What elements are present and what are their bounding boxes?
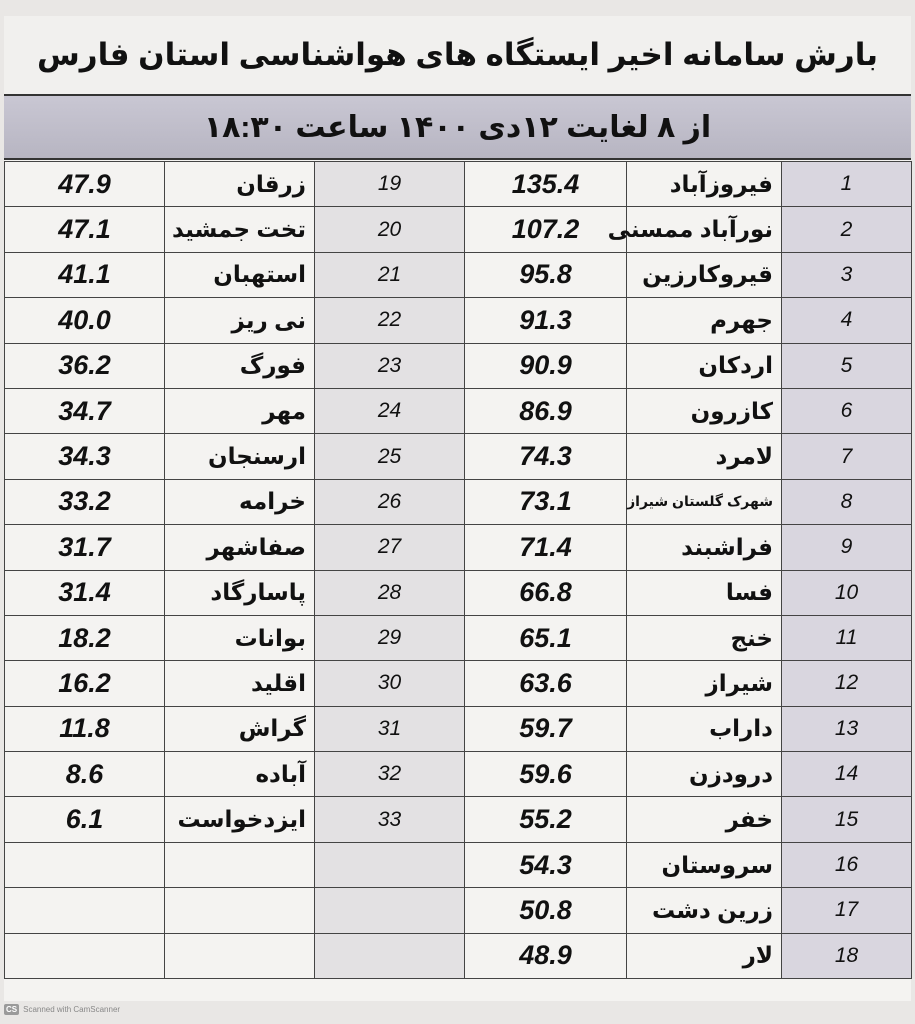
station-rainfall-value [5,933,165,978]
station-rank: 8 [782,479,912,524]
station-rank: 22 [315,298,465,343]
station-rainfall-value: 16.2 [5,661,165,706]
station-rainfall-value [5,842,165,887]
station-rank: 26 [315,479,465,524]
station-rank: 23 [315,343,465,388]
station-rainfall-value: 63.6 [465,661,627,706]
station-rainfall-value: 54.3 [465,842,627,887]
station-name: خرامه [165,479,315,524]
station-name: فیروزآباد [627,162,782,207]
station-rainfall-value: 11.8 [5,706,165,751]
station-name: کازرون [627,388,782,433]
station-rainfall-value: 31.7 [5,525,165,570]
station-rainfall-value: 135.4 [465,162,627,207]
station-name: استهبان [165,252,315,297]
rainfall-table [4,161,912,979]
station-rank [315,888,465,933]
station-name: پاسارگاد [165,570,315,615]
station-name: زرین دشت [627,888,782,933]
station-name: فورگ [165,343,315,388]
station-name: تخت جمشید [165,207,315,252]
station-name: فراشبند [627,525,782,570]
station-rainfall-value: 50.8 [465,888,627,933]
station-rainfall-value: 71.4 [465,525,627,570]
station-name: بوانات [165,615,315,660]
table-row [5,252,912,297]
table-row [5,434,912,479]
table-row [5,525,912,570]
station-rainfall-value: 31.4 [5,570,165,615]
station-rank: 27 [315,525,465,570]
station-name: ایزدخواست [165,797,315,842]
table-row [5,570,912,615]
station-name: مهر [165,388,315,433]
station-name: شهرک گلستان شیراز [627,479,782,524]
station-rank: 11 [782,615,912,660]
station-rainfall-value: 73.1 [465,479,627,524]
station-name: فسا [627,570,782,615]
station-rank: 14 [782,752,912,797]
station-rainfall-value: 59.7 [465,706,627,751]
station-rank: 32 [315,752,465,797]
station-rank: 19 [315,162,465,207]
station-name: خنج [627,615,782,660]
station-rank: 15 [782,797,912,842]
station-name [165,842,315,887]
table-row [5,162,912,207]
station-rank: 33 [315,797,465,842]
camscanner-logo: CS [6,1005,18,1014]
station-rank: 28 [315,570,465,615]
station-rank: 7 [782,434,912,479]
station-rainfall-value: 74.3 [465,434,627,479]
scanner-watermark [4,1004,120,1015]
rainfall-report-sheet [4,16,911,1001]
station-name: خفر [627,797,782,842]
station-rank [315,933,465,978]
table-row [5,842,912,887]
station-rank: 24 [315,388,465,433]
station-name: اقلید [165,661,315,706]
station-name: جهرم [627,298,782,343]
table-row [5,661,912,706]
station-rainfall-value: 65.1 [465,615,627,660]
station-rainfall-value: 41.1 [5,252,165,297]
station-name: آباده [165,752,315,797]
station-rank: 4 [782,298,912,343]
station-rainfall-value: 90.9 [465,343,627,388]
station-rank: 18 [782,933,912,978]
station-rainfall-value: 18.2 [5,615,165,660]
station-rank: 3 [782,252,912,297]
table-row [5,298,912,343]
table-row [5,797,912,842]
table-row [5,933,912,978]
station-rank: 9 [782,525,912,570]
station-name: داراب [627,706,782,751]
station-name: درودزن [627,752,782,797]
station-rainfall-value: 40.0 [5,298,165,343]
station-rank: 10 [782,570,912,615]
station-rank [315,842,465,887]
station-rank: 16 [782,842,912,887]
station-rainfall-value: 48.9 [465,933,627,978]
watermark-text: Scanned with CamScanner [23,1005,121,1014]
station-rainfall-value: 66.8 [465,570,627,615]
station-rank: 2 [782,207,912,252]
table-row [5,343,912,388]
station-name [165,933,315,978]
station-rainfall-value: 59.6 [465,752,627,797]
station-rank: 29 [315,615,465,660]
station-rank: 30 [315,661,465,706]
station-rainfall-value: 55.2 [465,797,627,842]
station-rank: 25 [315,434,465,479]
table-row [5,615,912,660]
station-rainfall-value: 36.2 [5,343,165,388]
station-rainfall-value: 91.3 [465,298,627,343]
page-subtitle: از ۸ لغایت ۱۲دی ۱۴۰۰ ساعت ۱۸:۳۰ [4,96,911,160]
station-rank: 13 [782,706,912,751]
station-rainfall-value: 95.8 [465,252,627,297]
station-rank: 20 [315,207,465,252]
station-rainfall-value: 34.3 [5,434,165,479]
station-name: نی ریز [165,298,315,343]
station-name: سروستان [627,842,782,887]
station-rainfall-value: 107.2 [465,207,627,252]
station-name [165,888,315,933]
station-rainfall-value: 86.9 [465,388,627,433]
station-rainfall-value: 34.7 [5,388,165,433]
station-rank: 17 [782,888,912,933]
table-row [5,207,912,252]
station-rainfall-value: 33.2 [5,479,165,524]
station-name: نورآباد ممسنی [627,207,782,252]
table-row [5,752,912,797]
station-rank: 31 [315,706,465,751]
station-rank: 12 [782,661,912,706]
station-rank: 21 [315,252,465,297]
station-rainfall-value: 6.1 [5,797,165,842]
station-name: ارسنجان [165,434,315,479]
station-rank: 1 [782,162,912,207]
station-name: شیراز [627,661,782,706]
station-rainfall-value: 47.9 [5,162,165,207]
station-name: اردکان [627,343,782,388]
table-row [5,706,912,751]
table-row [5,388,912,433]
station-rainfall-value: 8.6 [5,752,165,797]
station-rank: 6 [782,388,912,433]
station-rainfall-value: 47.1 [5,207,165,252]
station-rank: 5 [782,343,912,388]
station-name: گراش [165,706,315,751]
station-name: لار [627,933,782,978]
station-name: لامرد [627,434,782,479]
table-row [5,479,912,524]
page-title: بارش سامانه اخیر ایستگاه های هواشناسی استان فارس [4,16,911,97]
station-rainfall-value [5,888,165,933]
station-name: زرقان [165,162,315,207]
station-name: قیروکارزین [627,252,782,297]
station-name: صفاشهر [165,525,315,570]
table-row [5,888,912,933]
